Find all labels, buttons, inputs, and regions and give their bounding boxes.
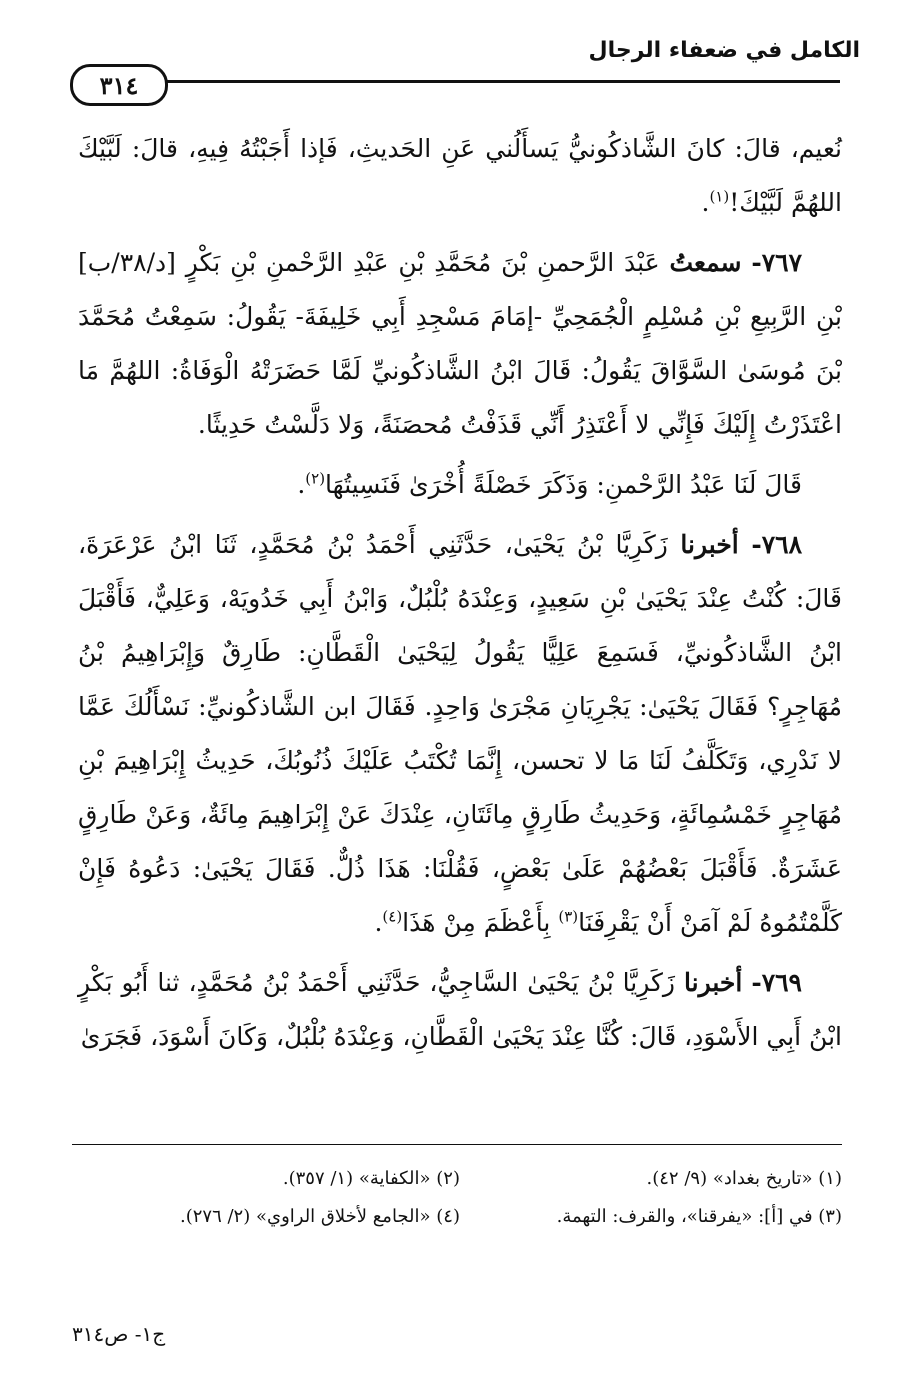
footnote-marker: (٤) bbox=[382, 907, 403, 926]
paragraph-text: قَالَ لَنَا عَبْدُ الرَّحْمنِ: وَذَكَرَ خَصْلَةً أُخْرَىٰ فَنَسِيتُهَا bbox=[325, 470, 802, 499]
entry-767 bbox=[78, 236, 842, 452]
entry-number: ٧٦٨- bbox=[751, 530, 803, 559]
header-rule bbox=[80, 80, 840, 83]
footnote-3: (٣) في [أ]: «يفرقنا»، والقرف: التهمة. bbox=[556, 1206, 842, 1227]
paragraph bbox=[78, 458, 842, 512]
paragraph-end: . bbox=[374, 908, 383, 937]
volume-page-reference: ج١- ص٣١٤ bbox=[72, 1322, 166, 1346]
paragraph-text: نُعيم، قالَ: كانَ الشَّاذكُونيُّ يَسأَلُني عَنِ الحَديثِ، فَإذا أَجَبْتُهُ فِيهِ، قالَ: لَبَّيْكَ اللهُمَّ لَبَّيْكَ! bbox=[78, 134, 842, 217]
paragraph-text: زَكَرِيَّا بْنُ يَحْيَىٰ، حَدَّثَنِي أَحْمَدُ بْنُ مُحَمَّدٍ، ثَنَا ابْنُ عَرْعَرَةَ، قَالَ: كُنْتُ عِنْدَ يَحْيَىٰ بْنِ سَعِيدٍ، وَعِنْدَهُ بُلْبُلٌ، وَابْنُ أَبِي خَدُويَهْ، وَعَلِيٌّ، فَأَقْبَلَ ابْنُ الشَّاذكُونيِّ، فَسَمِعَ عَلِيًّا يَقُولُ لِيَحْيَىٰ الْقَطَّانِ: طَارِقٌ وَإِبْرَاهِيمُ بْنُ مُهَاجِرٍ؟ فَقَالَ يَحْيَىٰ: يَجْرِيَانِ مَجْرَىٰ وَاحِدٍ. فَقَالَ ابن الشَّاذكُونيِّ: نَسْأَلُكَ عَمَّا لا نَدْرِي، وَتَكَلَّفُ لَنَا مَا لا تحسن، إِنَّمَا تُكْتَبُ عَلَيْكَ ذُنُوبُكَ، حَدِيثُ إِبْرَاهِيمَ بْنِ مُهَاجِرٍ خَمْسُمِائَةٍ، وَحَدِيثُ طَارِقٍ مِائَتَانِ، عِنْدَكَ عَنْ إِبْرَاهِيمَ مِائَةٌ، وَعَنْ طَارِقٍ عَشَرَةٌ. فَأَقْبَلَ بَعْضُهُمْ عَلَىٰ بَعْضٍ، فَقُلْنَا: هَذَا ذُلٌّ. فَقَالَ يَحْيَىٰ: دَعُوهُ فَإِنْ كَلَّمْتُمُوهُ لَمْ آمَنْ أَنْ يَقْرِفَنَا bbox=[78, 530, 842, 937]
footnote-marker: (١) bbox=[709, 187, 730, 206]
footnote-row bbox=[78, 1198, 842, 1236]
entry-number: ٧٦٧- bbox=[751, 248, 803, 277]
entry-number: ٧٦٩- bbox=[751, 968, 802, 997]
entry-768 bbox=[78, 518, 842, 950]
footnote-2: (٢) «الكفاية» (١/ ٣٥٧). bbox=[282, 1168, 460, 1189]
paragraph-text: بِأَعْظَمَ مِنْ هَذَا bbox=[402, 908, 551, 937]
paragraph-text: زَكَرِيَّا بْنُ يَحْيَىٰ السَّاجِيُّ، حَدَّثَنِي أَحْمَدُ بْنُ مُحَمَّدٍ، ثنا أَبُو بَكْرٍ ابْنُ أَبِي الأَسْوَدِ، قَالَ: كُنَّا عِنْدَ يَحْيَىٰ الْقَطَّانِ، وَعِنْدَهُ بُلْبُلٌ، وَكَانَ أَسْوَدَ، فَجَرَىٰ bbox=[78, 968, 842, 1051]
paragraph-end: . bbox=[701, 188, 710, 217]
paragraph-end: . bbox=[297, 470, 306, 499]
footnote-rule bbox=[72, 1144, 842, 1145]
running-title: الكامل في ضعفاء الرجال bbox=[588, 38, 860, 63]
footnote-1: (١) «تاريخ بغداد» (٩/ ٤٢). bbox=[646, 1168, 842, 1189]
footnotes bbox=[78, 1160, 842, 1236]
footnote-row bbox=[78, 1160, 842, 1198]
entry-keyword: أخبرنا bbox=[684, 968, 743, 997]
paragraph-text: عَبْدَ الرَّحمنِ بْنَ مُحَمَّدِ بْنِ عَبْدِ الرَّحْمنِ بْنِ بَكْرٍ [د/٣٨/ب] بْنِ الرَّبِيعِ بْنِ مُسْلِمٍ الْجُمَحِيِّ -إمَامَ مَسْجِدِ أَبِي خَلِيفَةَ- يَقُولُ: سَمِعْتُ مُحَمَّدَ بْنَ مُوسَىٰ السَّوَّاقَ يَقُولُ: قَالَ ابْنُ الشَّاذكُونيِّ لَمَّا حَضَرَتْهُ الْوَفَاةُ: اللهُمَّ مَا اعْتَذَرْتُ إِلَيْكَ فَإِنِّي لا أَعْتَذِرُ أَنِّي قَذَفْتُ مُحصَنَةً، وَلا دَلَّسْتُ حَدِيثًا. bbox=[78, 248, 842, 439]
entry-keyword: سمعتُ bbox=[669, 248, 742, 277]
entry-769 bbox=[78, 956, 842, 1064]
footnote-marker: (٣) bbox=[558, 907, 579, 926]
footnote-4: (٤) «الجامع لأخلاق الراوي» (٢/ ٢٧٦). bbox=[179, 1206, 460, 1227]
entry-keyword: أخبرنا bbox=[680, 530, 739, 559]
footnote-marker: (٢) bbox=[305, 469, 326, 488]
paragraph bbox=[78, 122, 842, 230]
body-text bbox=[78, 122, 842, 1064]
page-number-badge: ٣١٤ bbox=[70, 64, 168, 106]
